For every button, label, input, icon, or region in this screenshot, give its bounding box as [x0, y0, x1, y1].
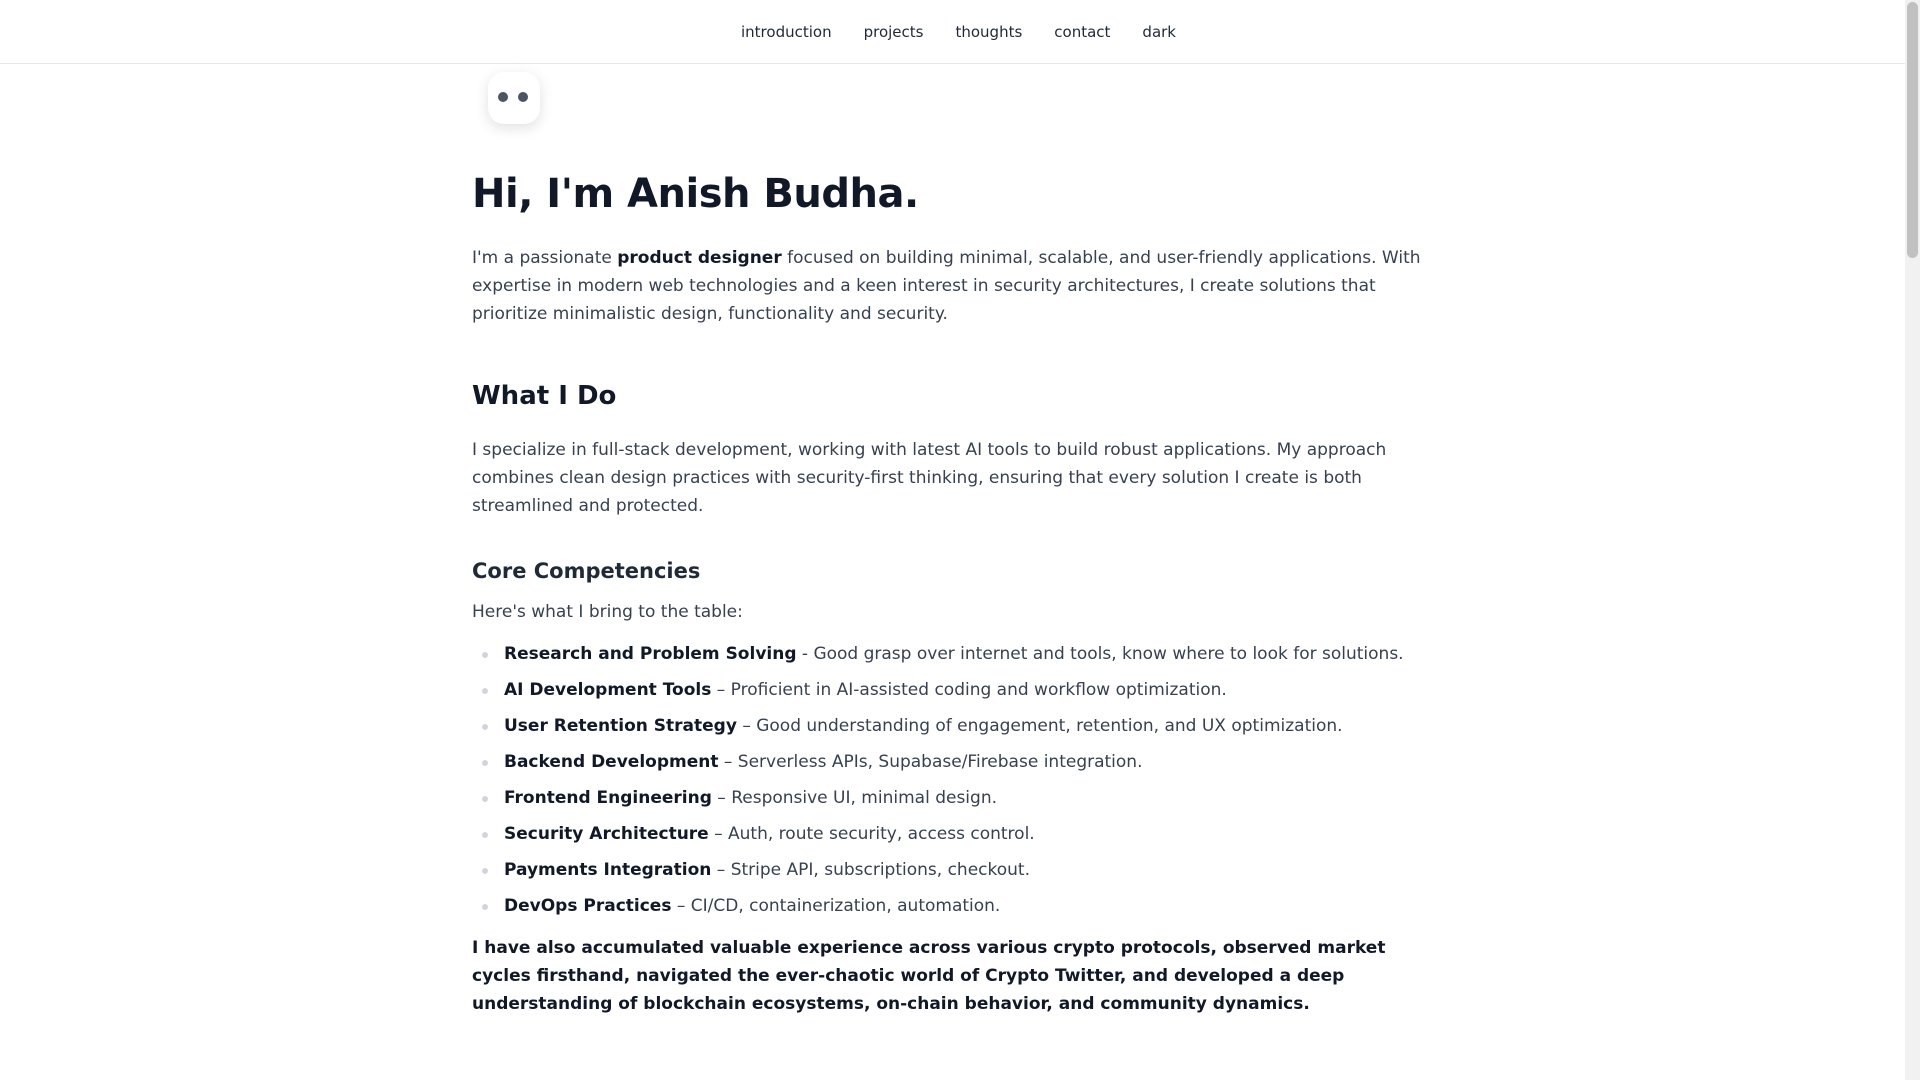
nav-item-thoughts[interactable]: thoughts	[955, 23, 1023, 41]
scrollbar-thumb[interactable]	[1907, 2, 1918, 258]
competency-desc: – Good understanding of engagement, retention, and UX optimization.	[736, 716, 1343, 736]
bullet-icon	[482, 904, 488, 910]
list-item	[472, 820, 1434, 848]
competency-desc: – Auth, route security, access control.	[708, 824, 1035, 844]
avatar-right-eye-icon	[518, 92, 528, 102]
dark-mode-toggle[interactable]: dark	[1142, 23, 1176, 41]
list-item	[472, 748, 1434, 776]
competency-title: User Retention Strategy	[504, 716, 737, 736]
intro-suffix: focused on building minimal, scalable, and user-friendly applications. With expertise in modern web technologies and a keen interest in security architectures, I create solutions that prioritize minimalistic design, functionality and security.	[472, 248, 1421, 324]
competencies-intro: Here's what I bring to the table:	[472, 602, 743, 622]
list-item	[472, 676, 1434, 704]
page-title: Hi, I'm Anish Budha.	[472, 171, 919, 217]
list-item	[472, 856, 1434, 884]
bullet-icon	[482, 724, 488, 730]
competency-desc: - Good grasp over internet and tools, know where to look for solutions.	[796, 644, 1404, 664]
scrollbar[interactable]	[1905, 0, 1920, 1080]
avatar-left-eye-icon	[498, 92, 508, 102]
competency-desc: – Stripe API, subscriptions, checkout.	[711, 860, 1030, 880]
list-item	[472, 712, 1434, 740]
competency-desc: – Responsive UI, minimal design.	[711, 788, 997, 808]
nav-item-projects[interactable]: projects	[863, 23, 924, 41]
list-item	[472, 892, 1434, 920]
competencies-list	[472, 640, 1434, 920]
competency-title: Backend Development	[504, 752, 719, 772]
list-item	[472, 784, 1434, 812]
crypto-experience-paragraph: I have also accumulated valuable experience across various crypto protocols, observed market cycles firsthand, navigated the ever-chaotic world of Crypto Twitter, and developed a deep understanding of blockchain ecosystems, on-chain behavior, and community dynamics.	[472, 938, 1386, 1014]
nav-links	[741, 20, 1176, 44]
main-content	[472, 166, 1434, 1018]
competency-desc: – CI/CD, containerization, automation.	[671, 896, 1001, 916]
what-i-do-paragraph: I specialize in full-stack development, working with latest AI tools to build robust applications. My approach combines clean design practices with security-first thinking, ensuring that every solution I create is both streamlined and protected.	[472, 440, 1387, 516]
nav-item-contact[interactable]: contact	[1054, 23, 1111, 41]
intro-highlight: product designer	[617, 248, 782, 268]
bullet-icon	[482, 652, 488, 658]
bullet-icon	[482, 688, 488, 694]
bullet-icon	[482, 832, 488, 838]
competency-title: Research and Problem Solving	[504, 644, 797, 664]
competency-title: AI Development Tools	[504, 680, 712, 700]
competency-desc: – Serverless APIs, Supabase/Firebase integration.	[718, 752, 1143, 772]
avatar	[488, 72, 540, 124]
competency-title: DevOps Practices	[504, 896, 672, 916]
competency-title: Payments Integration	[504, 860, 712, 880]
intro-paragraph	[472, 244, 1434, 328]
bullet-icon	[482, 760, 488, 766]
bullet-icon	[482, 868, 488, 874]
list-item	[472, 640, 1434, 668]
competency-desc: – Proficient in AI-assisted coding and workflow optimization.	[711, 680, 1227, 700]
core-competencies-heading: Core Competencies	[472, 559, 701, 583]
intro-prefix: I'm a passionate	[472, 248, 618, 268]
what-i-do-heading: What I Do	[472, 381, 617, 411]
competency-title: Security Architecture	[504, 824, 709, 844]
bullet-icon	[482, 796, 488, 802]
top-navigation	[0, 0, 1905, 64]
nav-item-introduction[interactable]: introduction	[741, 23, 832, 41]
competency-title: Frontend Engineering	[504, 788, 712, 808]
